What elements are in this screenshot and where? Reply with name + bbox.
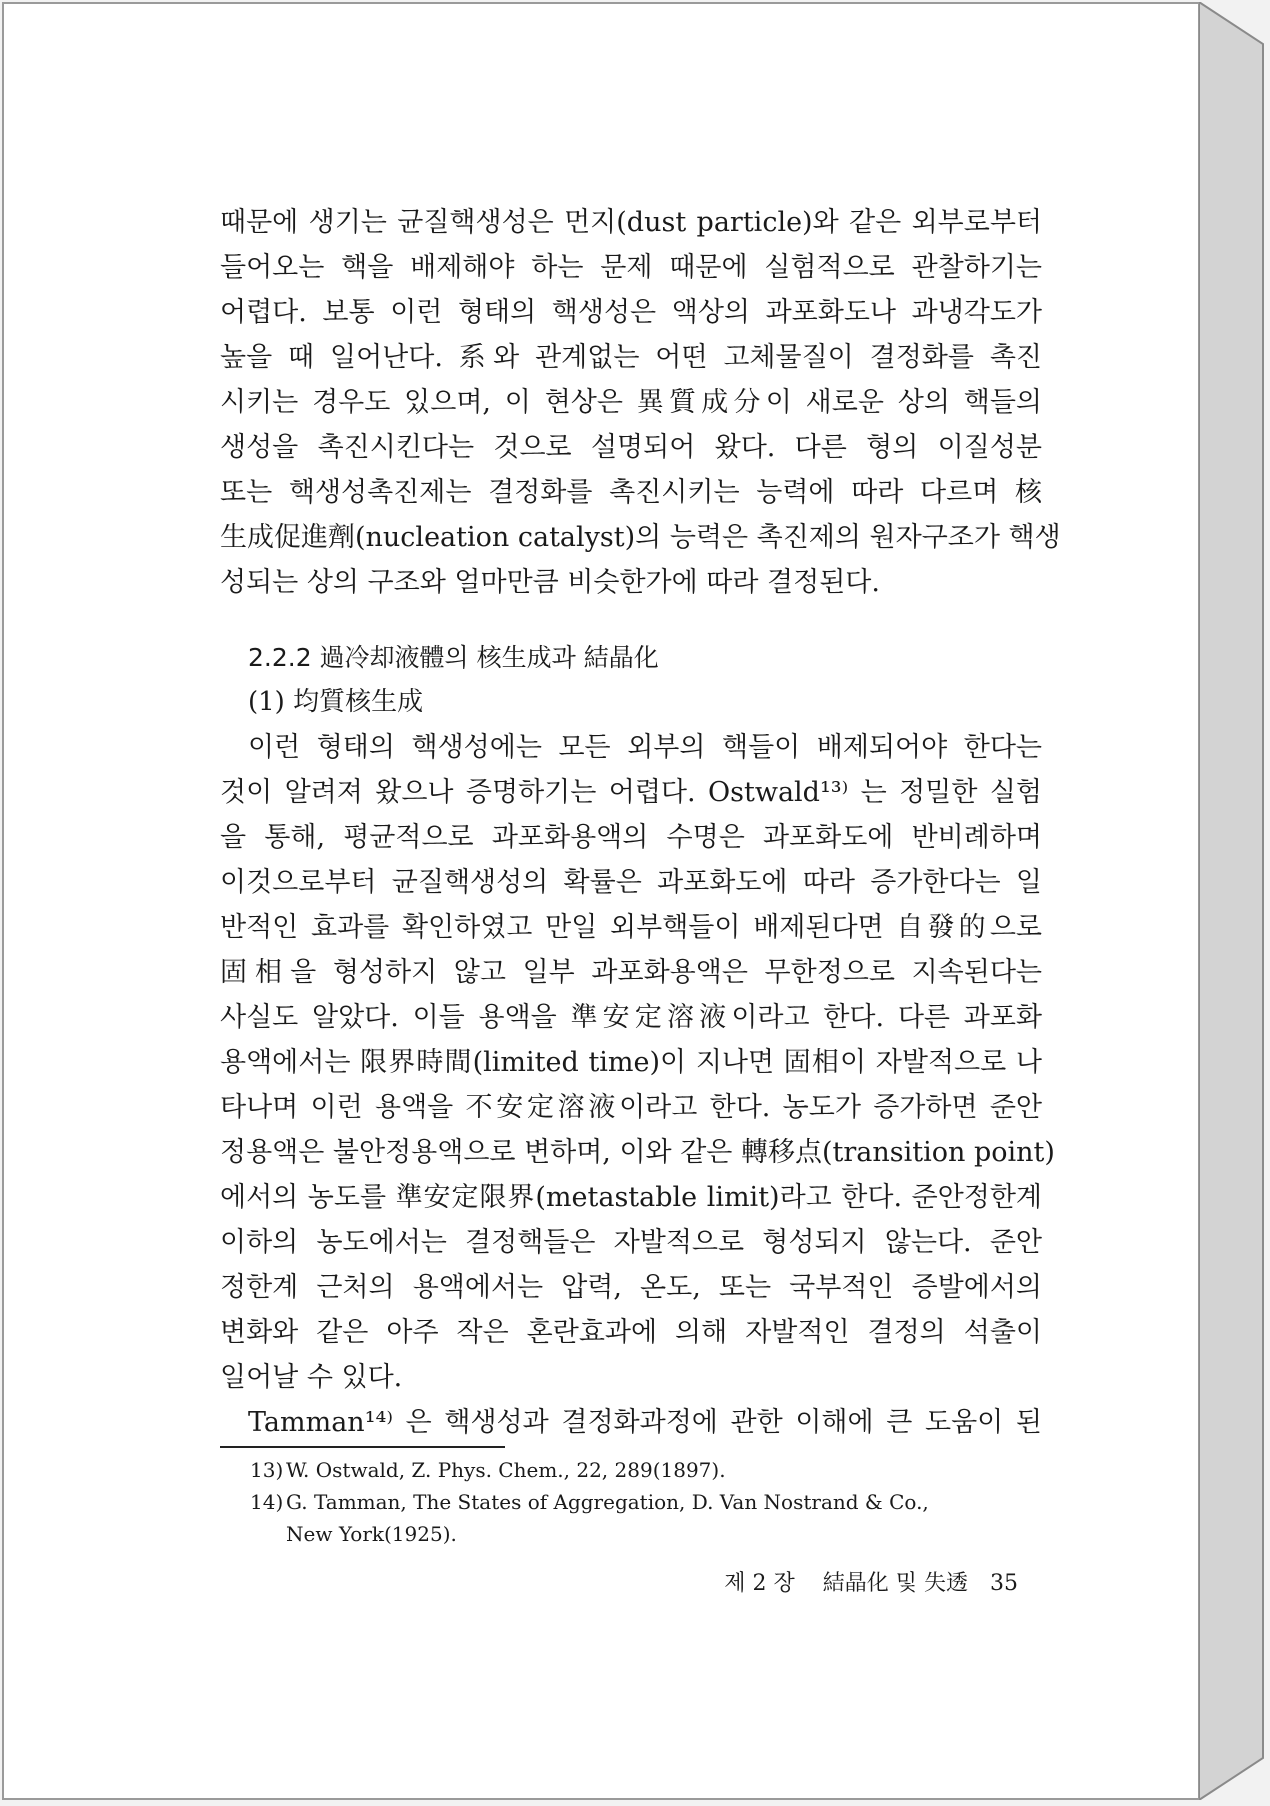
book-page-edge bbox=[1199, 2, 1267, 1800]
text-line: 것이 알려져 왔으나 증명하기는 어렵다. Ostwald¹³⁾ 는 정밀한 실험 bbox=[220, 777, 1042, 808]
text-line: 일어날 수 있다. bbox=[220, 1362, 403, 1393]
footnote bbox=[250, 1454, 1040, 1486]
text-line: 固相을 형성하지 않고 일부 과포화용액은 무한정으로 지속된다는 bbox=[220, 957, 1042, 988]
text-line: 정한계 근처의 용액에서는 압력, 온도, 또는 국부적인 증발에서의 bbox=[220, 1272, 1042, 1303]
section-heading: 2.2.2 過冷却液體의 核生成과 結晶化 bbox=[248, 643, 659, 672]
text-line: 성되는 상의 구조와 얼마만큼 비슷한가에 따라 결정된다. bbox=[220, 567, 880, 598]
text-line: 또는 핵생성촉진제는 결정화를 촉진시키는 능력에 따라 다르며 核 bbox=[220, 477, 1042, 508]
text-line: 이것으로부터 균질핵생성의 확률은 과포화도에 따라 증가한다는 일 bbox=[220, 867, 1042, 898]
text-line: Tamman¹⁴⁾ 은 핵생성과 결정화과정에 관한 이해에 큰 도움이 된 bbox=[248, 1407, 1042, 1438]
text-line: 시키는 경우도 있으며, 이 현상은 異質成分이 새로운 상의 핵들의 bbox=[220, 387, 1042, 418]
text-line: 정용액은 불안정용액으로 변하며, 이와 같은 轉移点(transition point) bbox=[220, 1137, 1055, 1168]
text-line: 생성을 촉진시킨다는 것으로 설명되어 왔다. 다른 형의 이질성분 bbox=[220, 432, 1042, 463]
footnotes bbox=[250, 1454, 1040, 1550]
text-line: 이런 형태의 핵생성에는 모든 외부의 핵들이 배제되어야 한다는 bbox=[248, 732, 1042, 763]
chapter-title: 結晶化 및 失透 bbox=[822, 1571, 968, 1596]
page-footer bbox=[724, 1566, 1018, 1597]
subsection-heading: (1) 均質核生成 bbox=[248, 687, 424, 717]
text-line: 용액에서는 限界時間(limited time)이 지나면 固相이 자발적으로 나 bbox=[220, 1047, 1042, 1078]
text-line: 들어오는 핵을 배제해야 하는 문제 때문에 실험적으로 관찰하기는 bbox=[220, 252, 1042, 283]
text-line: 어렵다. 보통 이런 형태의 핵생성은 액상의 과포화도나 과냉각도가 bbox=[220, 297, 1042, 328]
footnote-continuation: New York(1925). bbox=[286, 1522, 457, 1546]
text-line: 사실도 알았다. 이들 용액을 準安定溶液이라고 한다. 다른 과포화 bbox=[220, 1002, 1042, 1033]
text-line: 을 통해, 평균적으로 과포화용액의 수명은 과포화도에 반비례하며 bbox=[220, 822, 1042, 853]
text-line: 변화와 같은 아주 작은 혼란효과에 의해 자발적인 결정의 석출이 bbox=[220, 1317, 1042, 1348]
footnote-rule bbox=[220, 1446, 505, 1448]
chapter-label: 제 2 장 bbox=[724, 1571, 795, 1596]
body-text bbox=[220, 200, 1061, 1445]
text-line: 生成促進劑(nucleation catalyst)의 능력은 촉진제의 원자구조가 핵생 bbox=[220, 522, 1061, 553]
footnote-text: G. Tamman, The States of Aggregation, D. Van Nostrand & Co., bbox=[286, 1490, 929, 1514]
text-line: 반적인 효과를 확인하였고 만일 외부핵들이 배제된다면 自發的으로 bbox=[220, 912, 1042, 943]
text-line: 타나며 이런 용액을 不安定溶液이라고 한다. 농도가 증가하면 준안 bbox=[220, 1092, 1042, 1123]
footnote-number: 14) bbox=[250, 1490, 284, 1514]
text-line: 에서의 농도를 準安定限界(metastable limit)라고 한다. 준안정한계 bbox=[220, 1182, 1042, 1213]
footnote bbox=[250, 1486, 1040, 1518]
text-line: 높을 때 일어난다. 系와 관계없는 어떤 고체물질이 결정화를 촉진 bbox=[220, 342, 1042, 373]
text-line: 때문에 생기는 균질핵생성은 먼지(dust particle)와 같은 외부로부터 bbox=[220, 207, 1042, 238]
footnote-number: 13) bbox=[250, 1458, 284, 1482]
footnote-text: W. Ostwald, Z. Phys. Chem., 22, 289(1897). bbox=[286, 1458, 726, 1482]
page-number: 35 bbox=[990, 1571, 1018, 1596]
text-line: 이하의 농도에서는 결정핵들은 자발적으로 형성되지 않는다. 준안 bbox=[220, 1227, 1042, 1258]
